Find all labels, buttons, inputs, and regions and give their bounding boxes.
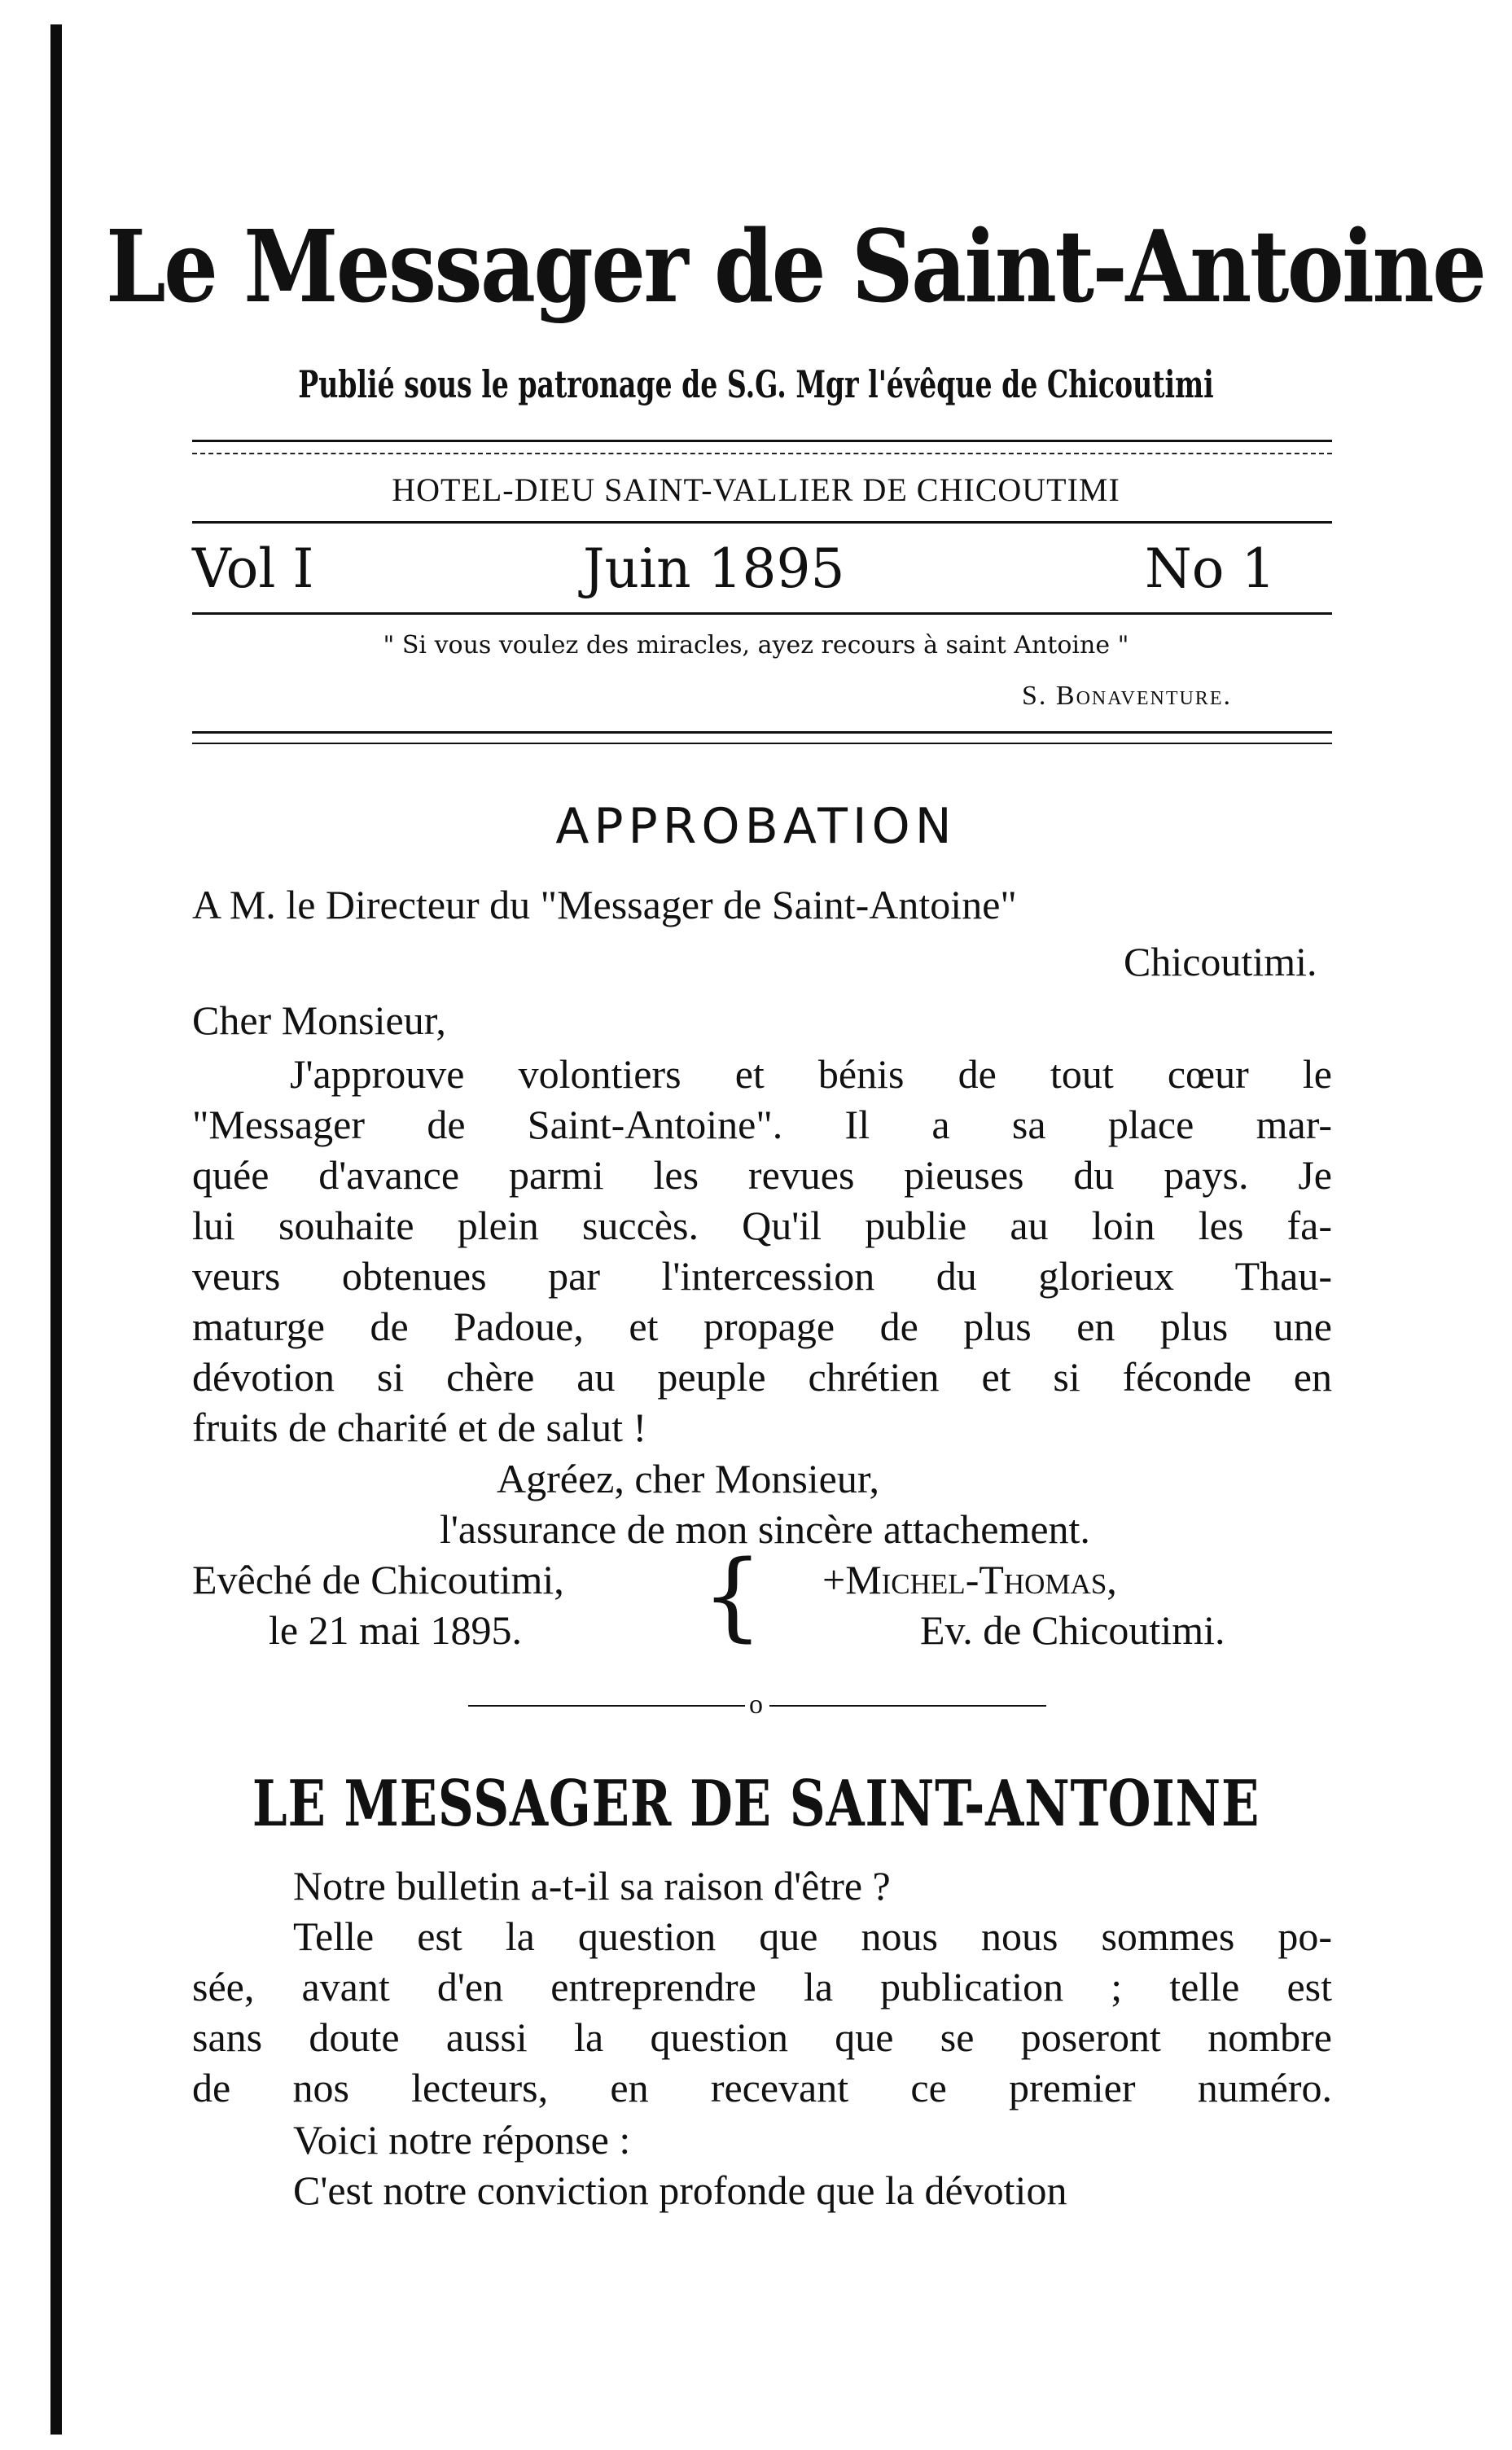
masthead-patronage: Publié sous le patronage de S.G. Mgr l'évêque de Chicoutimi [298, 362, 1214, 406]
rule-bottom-1 [192, 731, 1332, 734]
letter-line: J'approuve volontiers et bénis de tout cœur le [290, 1051, 1332, 1097]
signing-place: Evêché de Chicoutimi, [192, 1557, 564, 1602]
article-title: LE MESSAGER DE SAINT-ANTOINE [252, 1767, 1260, 1841]
signature: +Michel-Thomas, [822, 1557, 1117, 1602]
letter-line: lui souhaite plein succès. Qu'il publie au loin les fa- [192, 1203, 1332, 1248]
volume-label: Vol I [192, 537, 314, 600]
address-city: Chicoutimi. [1124, 939, 1317, 984]
letter-line: fruits de charité et de salut ! [192, 1405, 647, 1450]
article-line-conviction: C'est notre conviction profonde que la dévotion [293, 2167, 1067, 2213]
institution-line: HOTEL-DIEU SAINT-VALLIER DE CHICOUTIMI [392, 471, 1120, 508]
letter-line: quée d'avance parmi les revues pieuses du pays. Je [192, 1152, 1332, 1198]
salutation: Cher Monsieur, [192, 997, 446, 1043]
motto-author: S. Bonaventure. [1022, 681, 1232, 711]
issue-info-row [192, 537, 1332, 603]
article-line: sée, avant d'en entreprendre la publication ; telle est [192, 1964, 1332, 2010]
article-first-line: Notre bulletin a-t-il sa raison d'être ? [293, 1863, 891, 1909]
issue-number: No 1 [1145, 537, 1276, 600]
binding-edge [50, 24, 62, 2435]
letter-line: maturge de Padoue, et propage de plus en plus une [192, 1304, 1332, 1349]
signing-date: le 21 mai 1895. [269, 1607, 523, 1653]
letter-line: dévotion si chère au peuple chrétien et si féconde en [192, 1354, 1332, 1400]
issue-date: Juin 1895 [583, 537, 845, 600]
rule-bottom-2 [192, 743, 1332, 744]
article-line: Telle est la question que nous nous sommes po- [293, 1913, 1332, 1959]
separator-ornament: o [749, 1690, 763, 1720]
rule-mid-1 [192, 521, 1332, 524]
article-line-reponse: Voici notre réponse : [293, 2117, 631, 2163]
closing-line-2: l'assurance de mon sincère attachement. [440, 1506, 1090, 1552]
approbation-title: APPROBATION [555, 798, 957, 855]
rule-mid-2 [192, 612, 1332, 615]
letter-line: veurs obtenues par l'intercession du glorieux Thau- [192, 1253, 1332, 1299]
rule-top-1 [192, 440, 1332, 442]
closing-line-1: Agréez, cher Monsieur, [497, 1456, 880, 1501]
separator-rule-right [769, 1705, 1046, 1707]
rule-top-2 [192, 453, 1332, 454]
brace-glyph: { [702, 1539, 764, 1651]
article-line: sans doute aussi la question que se poseront nombre [192, 2014, 1332, 2060]
masthead-title: Le Messager de Saint-Antoine [105, 208, 1485, 325]
letter-line: "Messager de Saint-Antoine". Il a sa place mar- [192, 1102, 1332, 1147]
address-line: A M. le Directeur du "Messager de Saint-Antoine" [192, 882, 1017, 927]
article-line: de nos lecteurs, en recevant ce premier numéro. [192, 2065, 1332, 2110]
approbation-letter [192, 1049, 1332, 1453]
motto-quote: " Si vous voulez des miracles, ayez recours à saint Antoine " [383, 631, 1129, 660]
signature-title: Ev. de Chicoutimi. [920, 1607, 1225, 1653]
article-paragraph [192, 1911, 1332, 2113]
